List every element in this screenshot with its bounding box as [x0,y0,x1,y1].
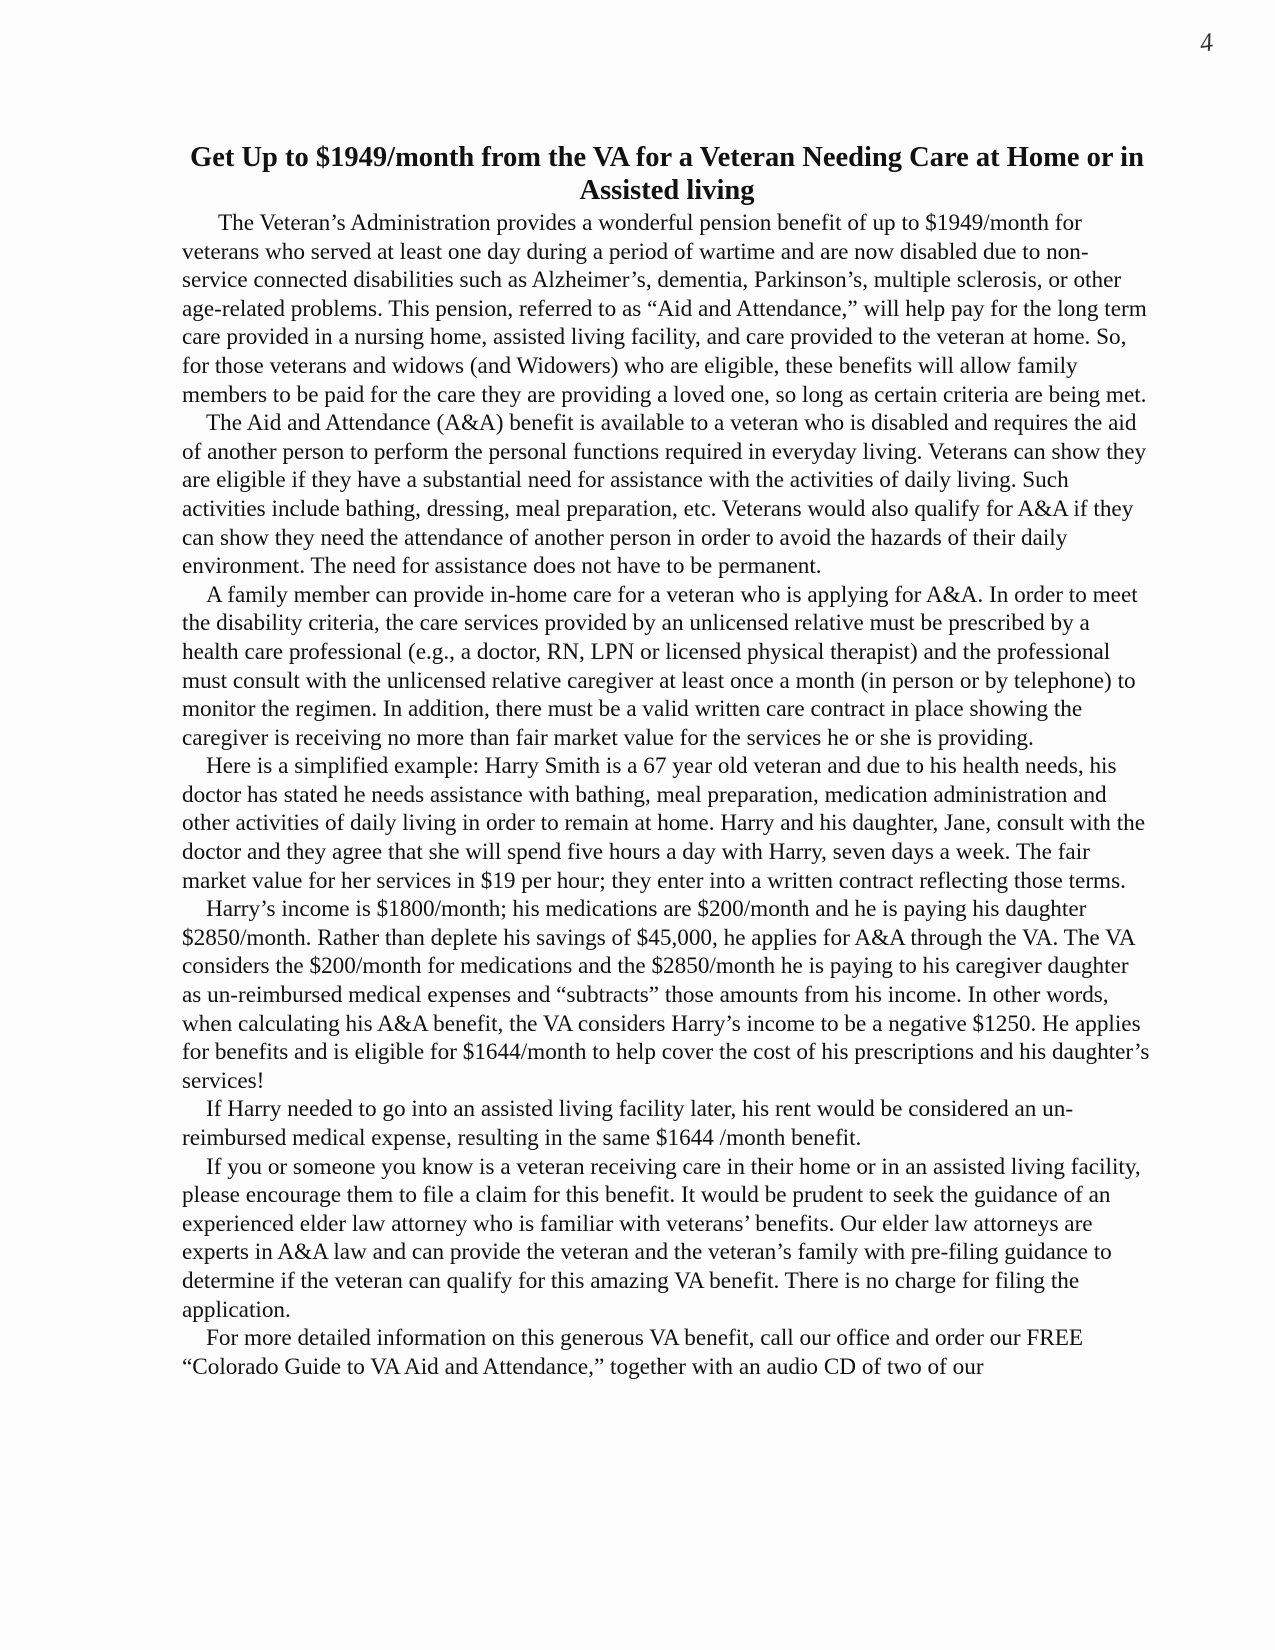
paragraph-encouragement: If you or someone you know is a veteran receiving care in their home or in an assisted living facility, please encourage them to file a claim for this benefit. It would be prudent to seek the guidance of an experienced elder law attorney who is familiar with veterans’ benefits. Our elder law attorneys are experts in A&A law and can provide the veteran and the veteran’s family with pre-filing guidance to determine if the veteran can qualify for this amazing VA benefit. There is no charge for filing the application. [182,1153,1141,1323]
paragraph-intro: The Veteran’s Administration provides a wonderful pension benefit of up to $1949/month for veterans who served at least one day during a period of wartime and are now disabled due to non-service connected disabilities such as Alzheimer’s, dementia, Parkinson’s, multiple sclerosis, or other age-related problems. This pension, referred to as “Aid and Attendance,” will help pay for the long term care provided in a nursing home, assisted living facility, and care provided to the veteran at home. So, for those veterans and widows (and Widowers) who are eligible, these benefits will allow family members to be paid for the care they are providing a loved one, so long as certain criteria are being met. [182,210,1147,408]
article-body [182,141,1152,1381]
paragraph-income-calculation: Harry’s income is $1800/month; his medications are $200/month and he is paying his daughter $2850/month. Rather than deplete his savings of $45,000, he applies for A&A through the VA. The VA considers the $200/month for medications and the $2850/month he is paying to his caregiver daughter as un-reimbursed medical expenses and “subtracts” those amounts from his income. In other words, when calculating his A&A benefit, the VA considers Harry’s income to be a negative $1250. He applies for benefits and is eligible for $1644/month to help cover the cost of his prescriptions and his daughter’s services! [182,896,1150,1094]
paragraph-more-information: For more detailed information on this generous VA benefit, call our office and order our FREE “Colorado Guide to VA Aid and Attendance,” together with an audio CD of two of our [182,1325,1084,1380]
article-title: Get Up to $1949/month from the VA for a Veteran Needing Care at Home or in Assisted living [190,142,1144,206]
paragraph-example: Here is a simplified example: Harry Smith is a 67 year old veteran and due to his health needs, his doctor has stated he needs assistance with bathing, meal preparation, medication administration and other activities of daily living in order to remain at home. Harry and his daughter, Jane, consult with the doctor and they agree that she will spend five hours a day with Harry, seven days a week. The fair market value for her services in $19 per hour; they enter into a written contract reflecting those terms. [182,753,1146,894]
paragraph-aid-attendance-definition: The Aid and Attendance (A&A) benefit is available to a veteran who is disabled and requires the aid of another person to perform the personal functions required in everyday living. Veterans can show they are eligible if they have a substantial need for assistance with the activities of daily living. Such activities include bathing, dressing, meal preparation, etc. Veterans would also qualify for A&A if they can show they need the attendance of another person in order to avoid the hazards of their daily environment. The need for assistance does not have to be permanent. [182,410,1147,580]
handwritten-page-number: 4 [1197,27,1215,58]
paragraph-assisted-living: If Harry needed to go into an assisted living facility later, his rent would be considered an un-reimbursed medical expense, resulting in the same $1644 /month benefit. [182,1096,1074,1151]
paragraph-family-caregiver: A family member can provide in-home care for a veteran who is applying for A&A. In order to meet the disability criteria, the care services provided by an unlicensed relative must be prescribed by a health care professional (e.g., a doctor, RN, LPN or licensed physical therapist) and the professional must consult with the unlicensed relative caregiver at least once a month (in person or by telephone) to monitor the regimen. In addition, there must be a valid written care contract in place showing the caregiver is receiving no more than fair market value for the services he or she is providing. [182,581,1138,751]
